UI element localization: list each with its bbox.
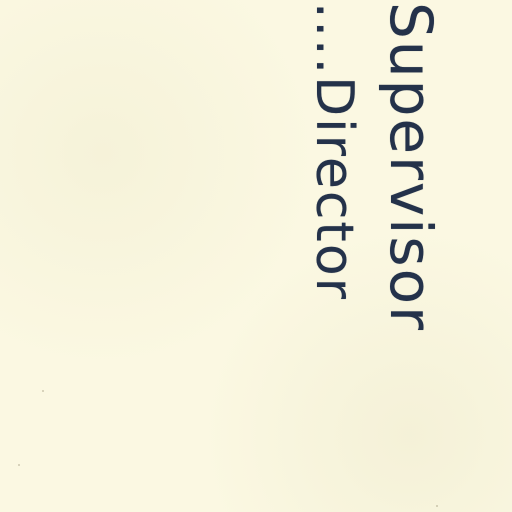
paper-speck [18, 464, 20, 466]
paper-speck [436, 505, 438, 507]
director-text: ....Director [304, 2, 364, 302]
paper-speck [42, 390, 44, 392]
supervisor-text: Supervisor [377, 2, 445, 332]
